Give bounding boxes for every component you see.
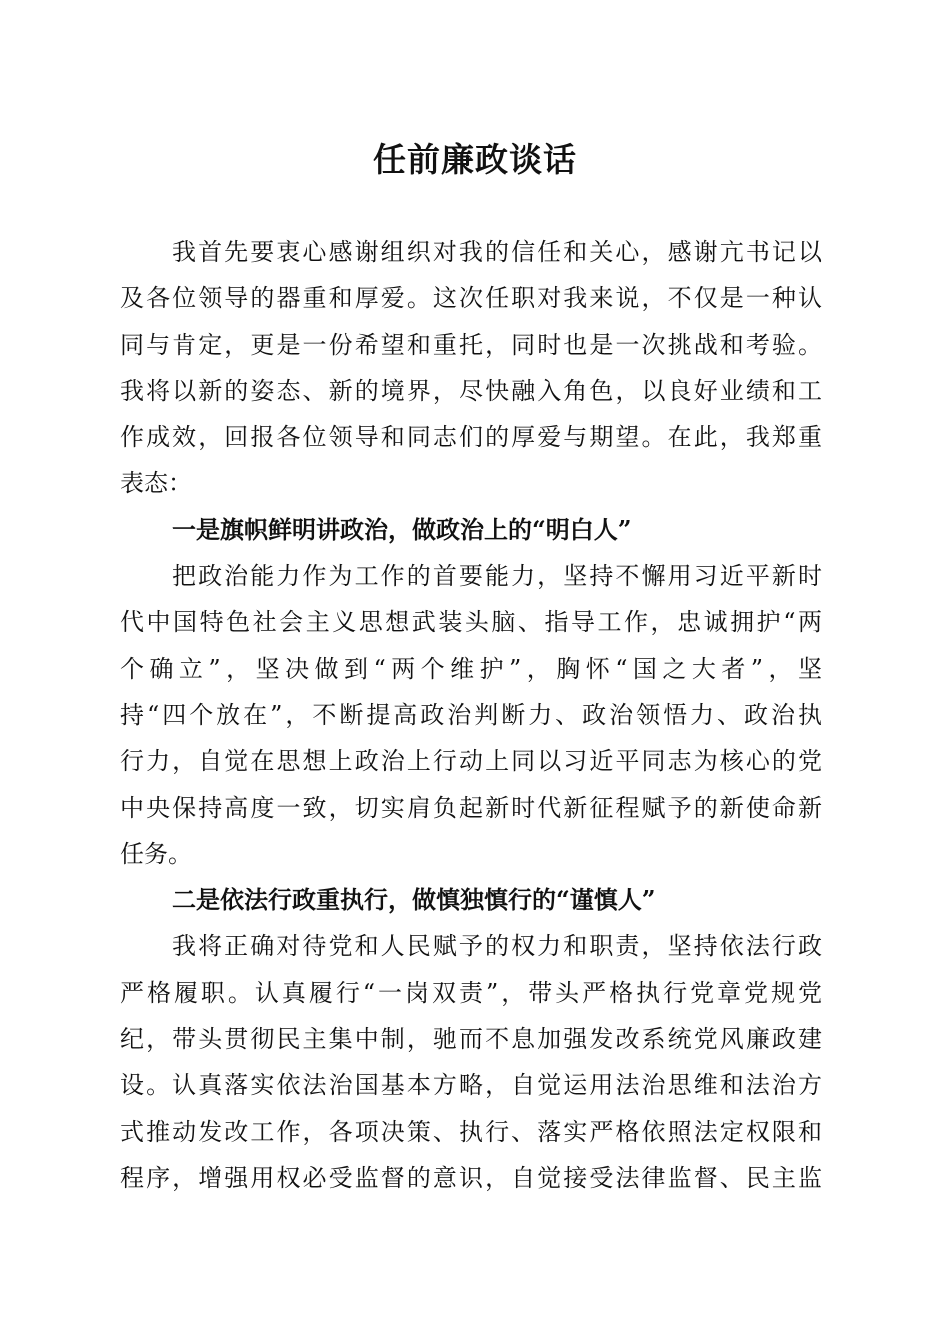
paragraph: [120, 229, 822, 507]
text-line: 程序，增强用权必受监督的意识，自觉接受法律监督、民主监: [120, 1163, 822, 1192]
text-line: 中央保持高度一致，切实肩负起新时代新征程赋予的新使命新: [120, 793, 822, 822]
text-line: 我将正确对待党和人民赋予的权力和职责，坚持依法行政: [172, 932, 822, 961]
paragraph: [120, 553, 822, 877]
section-heading: [120, 507, 822, 553]
text-line: 我首先要衷心感谢组织对我的信任和关心，感谢亢书记以: [172, 238, 822, 266]
text-line: 及各位领导的器重和厚爱。这次任职对我来说，不仅是一种认: [120, 284, 822, 313]
text-line: 任务。: [120, 839, 192, 868]
text-line: 代中国特色社会主义思想武装头脑、指导工作，忠诚拥护“两: [120, 608, 822, 637]
text-line: 严格履职。认真履行“一岗双责”，带头严格执行党章党规党: [120, 978, 822, 1007]
text-line: 纪，带头贯彻民主集中制，驰而不息加强发改系统党风廉政建: [120, 1025, 822, 1054]
text-line: 二是依法行政重执行，做慎独慎行的“谨慎人”: [172, 885, 656, 915]
text-line: 式推动发改工作，各项决策、执行、落实严格依照法定权限和: [120, 1117, 822, 1146]
section-heading: [120, 877, 822, 923]
document-title: 任前廉政谈话: [373, 140, 577, 179]
text-line: 同与肯定，更是一份希望和重托，同时也是一次挑战和考验。: [120, 330, 822, 359]
text-line: 把政治能力作为工作的首要能力，坚持不懈用习近平新时: [172, 562, 822, 591]
text-line: 表态：: [120, 469, 192, 498]
text-line: 个确立”，坚决做到“两个维护”，胸怀“国之大者”，坚: [120, 654, 822, 683]
text-line: 持“四个放在”，不断提高政治判断力、政治领悟力、政治执: [120, 700, 822, 729]
document-body: [120, 229, 822, 1201]
text-line: 行力，自觉在思想上政治上行动上同以习近平同志为核心的党: [120, 747, 822, 776]
text-line: 一是旗帜鲜明讲政治，做政治上的“明白人”: [172, 514, 632, 544]
paragraph: [120, 923, 822, 1201]
text-line: 作成效，回报各位领导和同志们的厚爱与期望。在此，我郑重: [120, 423, 822, 452]
text-line: 设。认真落实依法治国基本方略，自觉运用法治思维和法治方: [120, 1071, 822, 1100]
text-line: 我将以新的姿态、新的境界，尽快融入角色，以良好业绩和工: [120, 376, 822, 405]
